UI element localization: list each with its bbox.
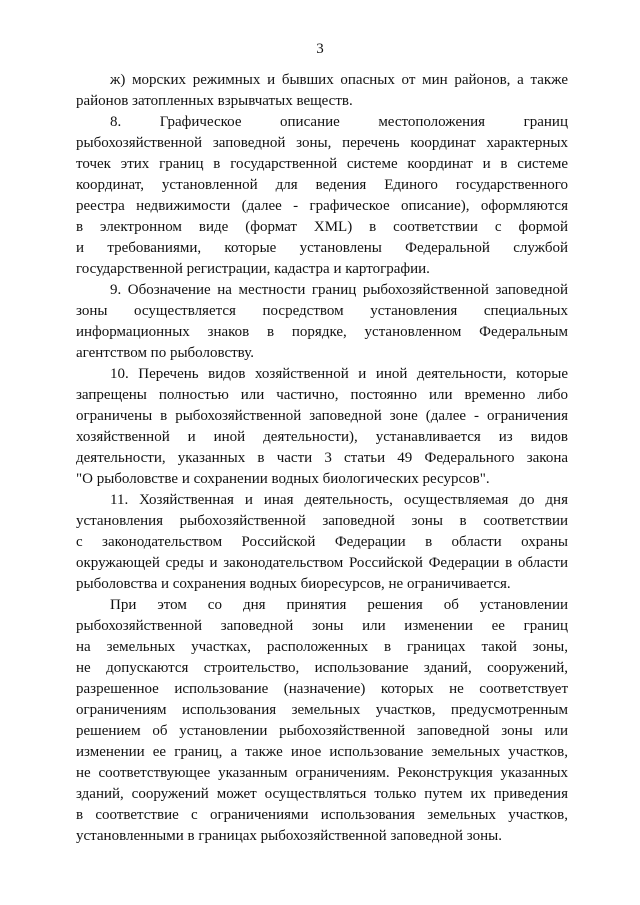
text-line: 8. Графическое описание местоположения границ — [110, 114, 568, 130]
text-line: ж) морских режимных и бывших опасных от мин районов, а также — [110, 72, 568, 88]
text-line: 11. Хозяйственная и иная деятельность, осуществляемая до дня — [110, 492, 568, 508]
text-line: 10. Перечень видов хозяйственной и иной деятельности, которые — [110, 366, 568, 382]
paragraph-item-10 — [76, 364, 568, 490]
text-line: агентством по рыболовству. — [76, 345, 254, 361]
text-line: и требованиями, которые установлены Федеральной службой — [76, 240, 568, 256]
paragraph-item-8 — [76, 112, 568, 280]
text-line: точек этих границ в государственной системе координат и в системе — [76, 156, 568, 172]
text-line: запрещены полностью или частично, постоянно или временно либо — [76, 387, 568, 403]
text-line: 9. Обозначение на местности границ рыбохозяйственной заповедной — [110, 282, 568, 298]
text-line: зданий, сооружений может осуществляться только путем их приведения — [76, 786, 568, 802]
paragraph-item-11-part-2 — [76, 595, 568, 847]
text-line: хозяйственной и иной деятельности), устанавливается из видов — [76, 429, 568, 445]
paragraph-item-9 — [76, 280, 568, 364]
text-line: рыболовства и сохранения водных биоресурсов, не ограничивается. — [76, 576, 511, 592]
text-line: зоны осуществляется посредством установления специальных — [76, 303, 568, 319]
text-line: информационных знаков в порядке, установленном Федеральным — [76, 324, 568, 340]
text-line: реестра недвижимости (далее - графическое описание), оформляются — [76, 198, 568, 214]
text-line: При этом со дня принятия решения об установлении — [110, 597, 568, 613]
text-line: районов затопленных взрывчатых веществ. — [76, 93, 353, 109]
paragraph-item-11 — [76, 490, 568, 595]
text-line: деятельности, указанных в части 3 статьи 49 Федерального закона — [76, 450, 568, 466]
text-line: ограничены в рыбохозяйственной заповедной зоне (далее - ограничения — [76, 408, 568, 424]
paragraph-item-zh-continuation — [76, 70, 568, 112]
page-number: 3 — [316, 41, 324, 57]
text-line: разрешенное использование (назначение) которых не соответствует — [76, 681, 568, 697]
text-line: рыбохозяйственной заповедной зоны, перечень координат характерных — [76, 135, 568, 151]
text-line: не допускаются строительство, использование зданий, сооружений, — [76, 660, 568, 676]
text-line: рыбохозяйственной заповедной зоны или изменении ее границ — [76, 618, 568, 634]
text-line: в электронном виде (формат XML) в соответствии с формой — [76, 219, 568, 235]
text-line: в соответствие с ограничениями использования земельных участков, — [76, 807, 568, 823]
text-line: установленными в границах рыбохозяйственной заповедной зоны. — [76, 828, 502, 844]
text-line: окружающей среды и законодательством Российской Федерации в области — [76, 555, 568, 571]
document-body — [76, 70, 568, 847]
text-line: ограничениям использования земельных участков, предусмотренным — [76, 702, 568, 718]
text-line: на земельных участках, расположенных в границах такой зоны, — [76, 639, 568, 655]
text-line: с законодательством Российской Федерации в области охраны — [76, 534, 568, 550]
text-line: не соответствующее указанным ограничениям. Реконструкция указанных — [76, 765, 568, 781]
text-line: "О рыболовстве и сохранении водных биологических ресурсов". — [76, 471, 490, 487]
text-line: установления рыбохозяйственной заповедной зоны в соответствии — [76, 513, 568, 529]
text-line: координат, установленной для ведения Единого государственного — [76, 177, 568, 193]
text-line: государственной регистрации, кадастра и картографии. — [76, 261, 430, 277]
text-line: решением об установлении рыбохозяйственной заповедной зоны или — [76, 723, 568, 739]
text-line: изменении ее границ, а также иное использование земельных участков, — [76, 744, 568, 760]
